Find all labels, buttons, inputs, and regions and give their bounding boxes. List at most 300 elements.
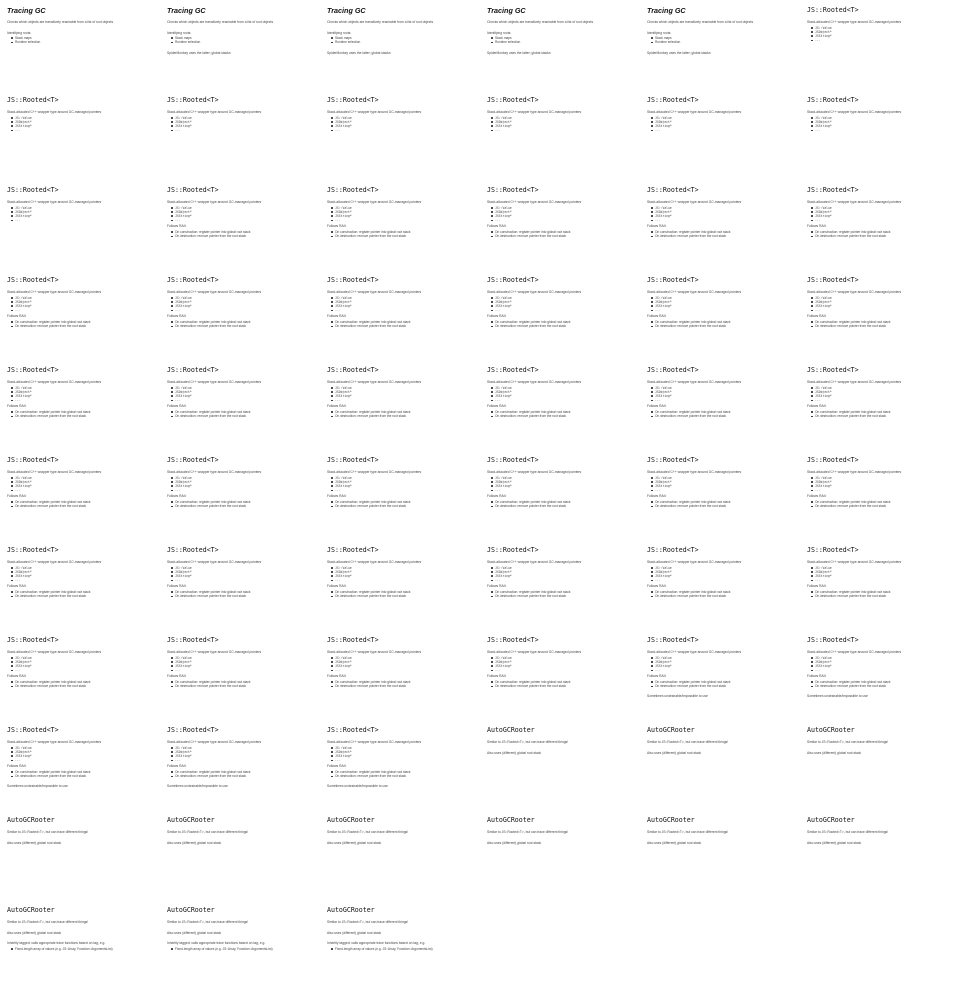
slide-bullet: On destruction: remove pointer from the root stack — [652, 414, 796, 418]
slide-paragraph: Stack-allocated C++ wrapper type around GC-managed pointers — [167, 740, 262, 744]
slide-bullet: JSObject* — [492, 390, 636, 394]
slide-bullet: JSObject* — [172, 570, 316, 574]
slide-title: Tracing GC — [327, 6, 366, 15]
slide-bullet: On construction: register pointer into global root stack — [492, 680, 636, 684]
slide-bullet: On construction: register pointer into global root stack — [492, 500, 636, 504]
slide-paragraph: Stack-allocated C++ wrapper type around GC-managed pointers — [167, 560, 262, 564]
slide-bullet: ... — [332, 218, 476, 222]
slide-bullet: ... — [652, 128, 796, 132]
slide-paragraph: Follows RAII: — [647, 404, 667, 409]
slide-title: JS::Rooted<T> — [327, 456, 379, 464]
slide-bullet: On construction: register pointer into global root stack — [812, 680, 956, 684]
slide-bullet: ... — [652, 578, 796, 582]
slide-paragraph: Also uses (different) global root stack — [327, 840, 382, 845]
slide-thumbnail[interactable] — [160, 630, 320, 720]
slide-bullet: ... — [332, 488, 476, 492]
slide-thumbnail[interactable] — [640, 810, 800, 900]
slide-title: JS::Rooted<T> — [487, 96, 539, 104]
slide-bullet: JS::Value — [492, 206, 636, 210]
slide-paragraph: Follows RAII: — [7, 584, 27, 589]
slide-paragraph: Follows RAII: — [167, 764, 187, 769]
slide-paragraph: Sometimes undesirable/impossible to use — [807, 694, 868, 699]
slide-bullet: JS::Value — [652, 566, 796, 570]
slide-paragraph: Stack-allocated C++ wrapper type around GC-managed pointers — [327, 740, 422, 744]
slide-bullet-list — [807, 320, 956, 328]
slide-bullet-list — [167, 296, 316, 313]
slide-thumbnail[interactable] — [160, 540, 320, 630]
slide-thumbnail[interactable] — [0, 450, 160, 540]
slide-paragraph: Follows RAII: — [807, 674, 827, 679]
slide-bullet-list — [647, 320, 796, 328]
slide-bullet: JSString* — [492, 484, 636, 488]
slide-thumbnail[interactable] — [320, 810, 480, 900]
slide-bullet-list — [647, 410, 796, 418]
slide-bullet-list — [647, 230, 796, 238]
slide-bullet-list — [7, 680, 156, 688]
slide-thumbnail[interactable] — [0, 630, 160, 720]
slide-paragraph: Stack-allocated C++ wrapper type around GC-managed pointers — [327, 290, 422, 294]
slide-paragraph: Stack-allocated C++ wrapper type around GC-managed pointers — [647, 650, 742, 654]
slide-thumbnail[interactable] — [800, 720, 960, 810]
slide-paragraph: Stack-allocated C++ wrapper type around GC-managed pointers — [807, 200, 902, 204]
slide-paragraph: Stack-allocated C++ wrapper type around GC-managed pointers — [647, 380, 742, 384]
slide-thumbnail[interactable] — [160, 900, 320, 990]
slide-bullet-list — [167, 476, 316, 493]
slide-thumbnail[interactable] — [0, 810, 160, 900]
slide-title: JS::Rooted<T> — [807, 186, 859, 194]
slide-thumbnail[interactable] — [640, 450, 800, 540]
slide-bullet: On construction: register pointer into global root stack — [652, 590, 796, 594]
slide-thumbnail[interactable] — [0, 360, 160, 450]
slide-bullet: JS::Value — [12, 566, 156, 570]
slide-bullet: JS::Value — [12, 206, 156, 210]
slide-paragraph: Follows RAII: — [807, 224, 827, 229]
slide-bullet: JS::Value — [332, 206, 476, 210]
slide-bullet: JSObject* — [332, 390, 476, 394]
slide-title: AutoGCRooter — [807, 816, 855, 824]
slide-title: AutoGCRooter — [487, 816, 535, 824]
slide-paragraph: Follows RAII: — [7, 494, 27, 499]
slide-title: JS::Rooted<T> — [807, 456, 859, 464]
slide-title: JS::Rooted<T> — [327, 366, 379, 374]
slide-bullet-list — [487, 296, 636, 313]
slide-bullet: JSString* — [332, 574, 476, 578]
slide-title: JS::Rooted<T> — [7, 96, 59, 104]
slide-bullet: JSObject* — [492, 660, 636, 664]
slide-bullet: JSString* — [812, 574, 956, 578]
slide-thumbnail[interactable] — [160, 90, 320, 180]
slide-bullet: JS::Value — [172, 116, 316, 120]
slide-paragraph: Follows RAII: — [807, 584, 827, 589]
slide-bullet: ... — [332, 578, 476, 582]
slide-bullet-list — [167, 566, 316, 583]
slide-bullet: ... — [332, 398, 476, 402]
slide-thumbnail[interactable] — [160, 180, 320, 270]
slide-bullet: JSObject* — [172, 750, 316, 754]
slide-title: AutoGCRooter — [327, 816, 375, 824]
slide-paragraph: Follows RAII: — [327, 224, 347, 229]
slide-bullet-list — [167, 320, 316, 328]
slide-bullet-list — [167, 746, 316, 763]
slide-thumbnail[interactable] — [0, 540, 160, 630]
slide-paragraph: Inheritly tagged; calls appropriate trace functions based on tag, e.g. — [7, 941, 106, 946]
slide-paragraph: Follows RAII: — [487, 494, 507, 499]
slide-paragraph: Inheritly tagged; calls appropriate trace functions based on tag, e.g. — [167, 941, 266, 946]
slide-paragraph: Similar to JS::Rooted<T>, but can trace different things! — [167, 920, 249, 924]
slide-bullet: JS::Value — [812, 296, 956, 300]
slide-paragraph: Similar to JS::Rooted<T>, but can trace different things! — [487, 740, 569, 744]
slide-bullet: JSObject* — [172, 210, 316, 214]
slide-bullet-list — [647, 116, 796, 133]
slide-bullet: JSString* — [652, 574, 796, 578]
slide-paragraph: Follows RAII: — [327, 674, 347, 679]
slide-bullet-list — [647, 476, 796, 493]
slide-bullet: On construction: register pointer into global root stack — [172, 500, 316, 504]
slide-bullet: JSString* — [12, 754, 156, 758]
slide-bullet: JS::Value — [172, 746, 316, 750]
slide-thumbnail[interactable] — [640, 90, 800, 180]
slide-bullet: On destruction: remove pointer from the root stack — [652, 324, 796, 328]
slide-bullet: On destruction: remove pointer from the root stack — [332, 594, 476, 598]
slide-thumbnail[interactable] — [640, 360, 800, 450]
slide-bullet: ... — [332, 308, 476, 312]
slide-thumbnail[interactable] — [480, 0, 640, 90]
slide-paragraph: Stack-allocated C++ wrapper type around GC-managed pointers — [167, 290, 262, 294]
slide-paragraph: Follows RAII: — [647, 224, 667, 229]
slide-bullet: ... — [172, 488, 316, 492]
slide-paragraph: Follows RAII: — [487, 674, 507, 679]
slide-thumbnail[interactable] — [320, 540, 480, 630]
slide-title: JS::Rooted<T> — [167, 276, 219, 284]
slide-paragraph: Also uses (different) global root stack — [807, 750, 862, 755]
slide-thumbnail[interactable] — [480, 90, 640, 180]
slide-thumbnail[interactable] — [640, 180, 800, 270]
slide-thumbnail[interactable] — [640, 0, 800, 90]
slide-thumbnail[interactable] — [320, 450, 480, 540]
slide-bullet-list — [327, 566, 476, 583]
slide-title: JS::Rooted<T> — [7, 276, 59, 284]
slide-title: AutoGCRooter — [647, 726, 695, 734]
slide-thumbnail[interactable] — [480, 180, 640, 270]
slide-title: JS::Rooted<T> — [167, 636, 219, 644]
slide-bullet-list — [647, 590, 796, 598]
slide-bullet: On construction: register pointer into global root stack — [172, 410, 316, 414]
slide-paragraph: Similar to JS::Rooted<T>, but can trace different things! — [7, 920, 89, 924]
slide-thumbnail[interactable] — [320, 0, 480, 90]
slide-paragraph: Stack-allocated C++ wrapper type around GC-managed pointers — [647, 200, 742, 204]
slide-bullet: JSObject* — [492, 120, 636, 124]
slide-bullet: JSString* — [652, 304, 796, 308]
slide-bullet: JSString* — [812, 394, 956, 398]
slide-bullet: JSString* — [332, 304, 476, 308]
slide-bullet-list — [647, 36, 796, 44]
slide-bullet-list — [487, 116, 636, 133]
slide-bullet: JSObject* — [172, 390, 316, 394]
slide-bullet-list — [487, 206, 636, 223]
slide-title: JS::Rooted<T> — [807, 6, 859, 14]
slide-thumbnail[interactable] — [0, 180, 160, 270]
slide-bullet: On destruction: remove pointer from the root stack — [332, 324, 476, 328]
slide-bullet: JSObject* — [332, 480, 476, 484]
slide-bullet: JSObject* — [492, 570, 636, 574]
slide-paragraph: Similar to JS::Rooted<T>, but can trace different things! — [647, 830, 729, 834]
slide-bullet: JSObject* — [812, 210, 956, 214]
slide-bullet: JSObject* — [172, 120, 316, 124]
slide-bullet: JS::Value — [332, 566, 476, 570]
slide-thumbnail[interactable] — [480, 810, 640, 900]
slide-title: JS::Rooted<T> — [807, 96, 859, 104]
slide-bullet-list — [7, 566, 156, 583]
slide-bullet: ... — [172, 398, 316, 402]
slide-bullet-list — [647, 206, 796, 223]
slide-bullet: On construction: register pointer into global root stack — [492, 320, 636, 324]
slide-title: JS::Rooted<T> — [647, 186, 699, 194]
slide-bullet: Stack maps — [652, 36, 796, 40]
slide-paragraph: Also uses (different) global root stack — [487, 750, 542, 755]
slide-thumbnail[interactable] — [800, 540, 960, 630]
slide-bullet-list — [807, 296, 956, 313]
slide-bullet: JS::Value — [172, 296, 316, 300]
slide-title: AutoGCRooter — [487, 726, 535, 734]
slide-bullet: On destruction: remove pointer from the root stack — [332, 684, 476, 688]
slide-thumbnail[interactable] — [320, 900, 480, 990]
slide-bullet: ... — [492, 488, 636, 492]
slide-paragraph: Stack-allocated C++ wrapper type around GC-managed pointers — [487, 110, 582, 114]
slide-thumbnail[interactable] — [640, 630, 800, 720]
slide-thumbnail[interactable] — [320, 180, 480, 270]
slide-bullet: JSObject* — [332, 660, 476, 664]
slide-title: Tracing GC — [647, 6, 686, 15]
slide-paragraph: Follows RAII: — [167, 674, 187, 679]
slide-bullet-list — [487, 320, 636, 328]
slide-thumbnail[interactable] — [800, 180, 960, 270]
slide-thumbnail[interactable] — [0, 90, 160, 180]
slide-thumbnail[interactable] — [480, 270, 640, 360]
slide-bullet: JSObject* — [812, 570, 956, 574]
slide-bullet: On destruction: remove pointer from the root stack — [172, 774, 316, 778]
slide-bullet: ... — [812, 218, 956, 222]
slide-thumbnail[interactable] — [800, 270, 960, 360]
slide-bullet-list — [167, 500, 316, 508]
slide-bullet: JSObject* — [812, 480, 956, 484]
slide-bullet: On construction: register pointer into global root stack — [172, 770, 316, 774]
slide-bullet: JSString* — [172, 484, 316, 488]
slide-bullet-list — [327, 947, 476, 951]
slide-paragraph: Follows RAII: — [327, 494, 347, 499]
slide-thumbnail[interactable] — [320, 720, 480, 810]
slide-bullet: JSString* — [332, 664, 476, 668]
slide-bullet-list — [167, 36, 316, 44]
slide-thumbnail[interactable] — [480, 630, 640, 720]
slide-bullet: ... — [492, 218, 636, 222]
slide-bullet: ... — [12, 128, 156, 132]
slide-thumbnail[interactable] — [0, 720, 160, 810]
slide-thumbnail[interactable] — [320, 270, 480, 360]
slide-thumbnail[interactable] — [800, 0, 960, 90]
slide-title: JS::Rooted<T> — [647, 546, 699, 554]
slide-bullet: On construction: register pointer into global root stack — [492, 410, 636, 414]
slide-bullet-list — [167, 410, 316, 418]
slide-bullet: JS::Value — [492, 476, 636, 480]
slide-thumbnail[interactable] — [0, 900, 160, 990]
slide-thumbnail[interactable] — [160, 450, 320, 540]
slide-thumbnail[interactable] — [640, 540, 800, 630]
slide-thumbnail[interactable] — [640, 270, 800, 360]
slide-thumbnail[interactable] — [480, 360, 640, 450]
slide-thumbnail[interactable] — [800, 450, 960, 540]
slide-title: JS::Rooted<T> — [167, 186, 219, 194]
slide-paragraph: Stack-allocated C++ wrapper type around GC-managed pointers — [487, 290, 582, 294]
slide-paragraph: Similar to JS::Rooted<T>, but can trace different things! — [807, 830, 889, 834]
slide-thumbnail[interactable] — [160, 270, 320, 360]
slide-thumbnail[interactable] — [160, 0, 320, 90]
slide-bullet-list — [807, 476, 956, 493]
slide-bullet-list — [7, 296, 156, 313]
slide-bullet: JSString* — [12, 574, 156, 578]
slide-bullet-list — [327, 410, 476, 418]
slide-bullet: On construction: register pointer into global root stack — [332, 410, 476, 414]
slide-thumbnail[interactable] — [480, 720, 640, 810]
slide-title: AutoGCRooter — [167, 816, 215, 824]
slide-bullet-list — [327, 590, 476, 598]
slide-paragraph: Also uses (different) global root stack — [487, 840, 542, 845]
slide-thumbnail[interactable] — [800, 90, 960, 180]
slide-thumbnail[interactable] — [800, 630, 960, 720]
slide-paragraph: Also uses (different) global root stack — [807, 840, 862, 845]
slide-bullet: On construction: register pointer into global root stack — [12, 770, 156, 774]
slide-bullet: JS::Value — [492, 116, 636, 120]
slide-bullet-list — [327, 500, 476, 508]
slide-bullet: JSString* — [172, 394, 316, 398]
slide-bullet: ... — [812, 488, 956, 492]
slide-paragraph: Stack-allocated C++ wrapper type around GC-managed pointers — [807, 650, 902, 654]
slide-paragraph: Similar to JS::Rooted<T>, but can trace different things! — [327, 830, 409, 834]
slide-bullet: JSObject* — [812, 390, 956, 394]
slide-title: JS::Rooted<T> — [327, 276, 379, 284]
slide-thumbnail[interactable] — [480, 540, 640, 630]
slide-thumbnail[interactable] — [320, 90, 480, 180]
slide-thumbnail[interactable] — [160, 720, 320, 810]
slide-bullet: JS::Value — [492, 566, 636, 570]
slide-bullet: JSObject* — [332, 210, 476, 214]
slide-bullet: JSString* — [332, 124, 476, 128]
slide-paragraph: Similar to JS::Rooted<T>, but can trace different things! — [807, 740, 889, 744]
slide-bullet-list — [167, 947, 316, 951]
slide-thumbnail[interactable] — [160, 810, 320, 900]
slide-bullet-list — [327, 116, 476, 133]
slide-paragraph: Follows RAII: — [327, 764, 347, 769]
slide-thumbnail[interactable] — [0, 270, 160, 360]
slide-bullet: JS::Value — [652, 656, 796, 660]
slide-bullet-list — [807, 116, 956, 133]
slide-title: JS::Rooted<T> — [807, 276, 859, 284]
slide-title: JS::Rooted<T> — [327, 96, 379, 104]
slide-bullet-list — [7, 116, 156, 133]
slide-bullet: JS::Value — [812, 386, 956, 390]
slide-paragraph: Stack-allocated C++ wrapper type around GC-managed pointers — [167, 470, 262, 474]
slide-bullet: On destruction: remove pointer from the root stack — [492, 234, 636, 238]
slide-bullet: On construction: register pointer into global root stack — [812, 590, 956, 594]
slide-bullet: JSObject* — [652, 390, 796, 394]
slide-paragraph: Inheritly tagged; calls appropriate trace functions based on tag, e.g. — [327, 941, 426, 946]
slide-bullet: On construction: register pointer into global root stack — [172, 680, 316, 684]
slide-bullet-list — [167, 386, 316, 403]
slide-title: JS::Rooted<T> — [647, 636, 699, 644]
slide-bullet: JS::Value — [172, 656, 316, 660]
slide-bullet: JSObject* — [12, 390, 156, 394]
slide-bullet: On destruction: remove pointer from the root stack — [172, 324, 316, 328]
slide-thumbnail[interactable] — [480, 450, 640, 540]
slide-bullet: JSObject* — [652, 210, 796, 214]
slide-bullet: ... — [12, 398, 156, 402]
slide-paragraph: Also uses (different) global root stack — [7, 840, 62, 845]
slide-paragraph: Identifying roots: — [167, 30, 192, 35]
slide-bullet-list — [7, 320, 156, 328]
slide-bullet-list — [327, 206, 476, 223]
slide-bullet-list — [647, 656, 796, 673]
slide-bullet: On construction: register pointer into global root stack — [332, 230, 476, 234]
slide-bullet-list — [7, 746, 156, 763]
slide-bullet: On construction: register pointer into global root stack — [12, 320, 156, 324]
slide-paragraph: Stack-allocated C++ wrapper type around GC-managed pointers — [487, 470, 582, 474]
slide-bullet: JS::Value — [12, 296, 156, 300]
slide-bullet: On destruction: remove pointer from the root stack — [332, 774, 476, 778]
slide-bullet: JSObject* — [172, 300, 316, 304]
slide-bullet: JSObject* — [652, 300, 796, 304]
slide-bullet: ... — [332, 668, 476, 672]
slide-thumbnail[interactable] — [640, 720, 800, 810]
slide-title: JS::Rooted<T> — [807, 366, 859, 374]
slide-paragraph: Follows RAII: — [167, 314, 187, 319]
slide-thumbnail[interactable] — [800, 360, 960, 450]
slide-title: JS::Rooted<T> — [7, 456, 59, 464]
slide-bullet: JSString* — [172, 124, 316, 128]
slide-title: JS::Rooted<T> — [487, 186, 539, 194]
slide-bullet: On construction: register pointer into global root stack — [172, 320, 316, 324]
slide-bullet: JSObject* — [12, 750, 156, 754]
slide-bullet: ... — [172, 758, 316, 762]
slide-thumbnail[interactable] — [800, 810, 960, 900]
slide-bullet: JSString* — [812, 124, 956, 128]
slide-bullet: On destruction: remove pointer from the root stack — [812, 594, 956, 598]
slide-bullet-list — [167, 116, 316, 133]
slide-title: Tracing GC — [167, 6, 206, 15]
slide-bullet: ... — [12, 218, 156, 222]
slide-bullet: JSString* — [12, 664, 156, 668]
slide-bullet-list — [327, 656, 476, 673]
slide-thumbnail[interactable] — [0, 0, 160, 90]
slide-bullet: Fixed-length array of values (e.g. JS::Array, Function::ArgumentsList) — [172, 947, 316, 951]
slide-bullet: Fixed-length array of values (e.g. JS::Array, Function::ArgumentsList) — [332, 947, 476, 951]
slide-bullet: JSString* — [492, 214, 636, 218]
slide-paragraph: SpiderMonkey uses the latter; global stacks — [647, 50, 711, 55]
slide-bullet-list — [7, 410, 156, 418]
slide-bullet: ... — [812, 668, 956, 672]
slide-bullet: ... — [492, 308, 636, 312]
slide-thumbnail[interactable] — [320, 360, 480, 450]
slide-bullet: JSString* — [812, 34, 956, 38]
slide-paragraph: Follows RAII: — [487, 314, 507, 319]
slide-paragraph: Stack-allocated C++ wrapper type around GC-managed pointers — [807, 560, 902, 564]
slide-bullet: ... — [12, 488, 156, 492]
slide-thumbnail[interactable] — [320, 630, 480, 720]
slide-bullet: JSString* — [652, 484, 796, 488]
slide-bullet: On destruction: remove pointer from the root stack — [172, 414, 316, 418]
slide-bullet-list — [487, 656, 636, 673]
slide-bullet: On construction: register pointer into global root stack — [332, 500, 476, 504]
slide-bullet: JSObject* — [12, 300, 156, 304]
slide-thumbnail[interactable] — [160, 360, 320, 450]
